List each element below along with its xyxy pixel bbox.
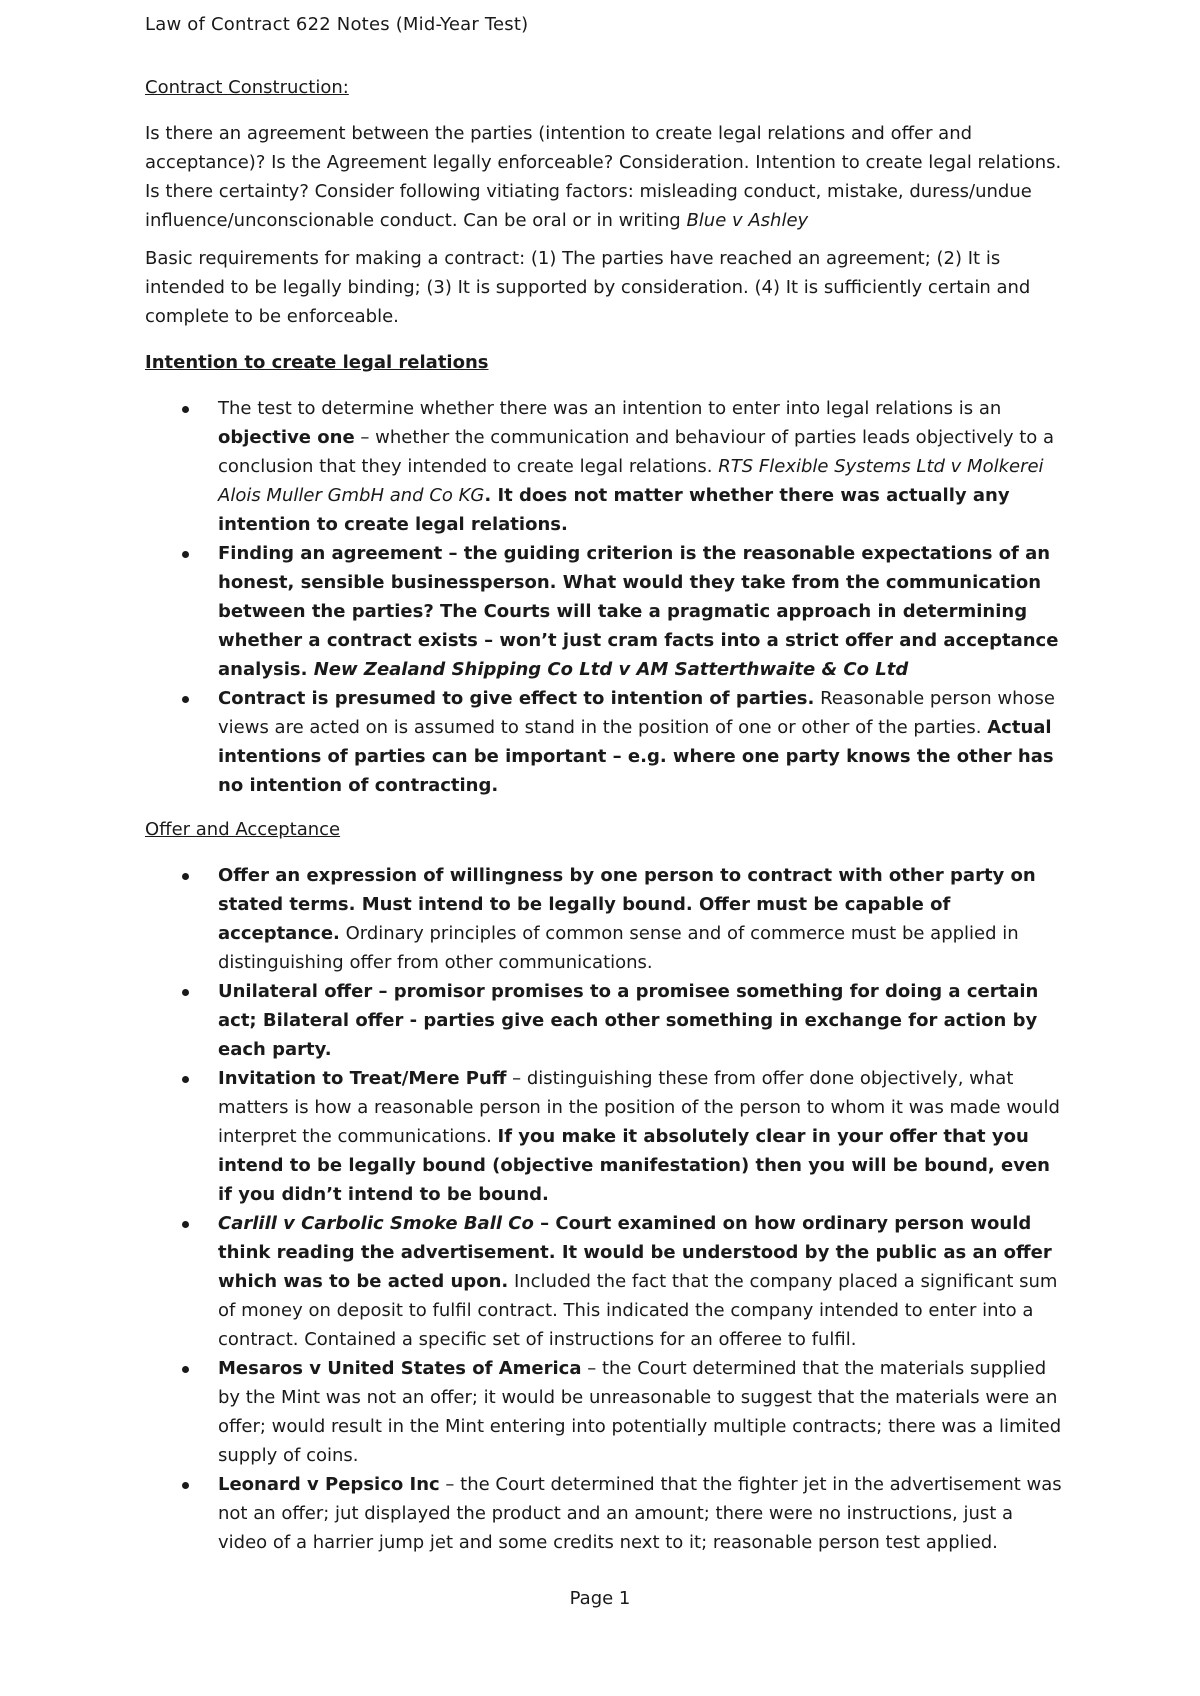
intention-bullet-list: [145, 394, 1065, 800]
offer-b1-text-2: Ordinary principles of common sense and of commerce must be applied in distinguishing offer from other communications.: [218, 923, 1019, 973]
offer-b4-text-1: – Court examined on how ordinary person would think reading the advertisement. It would be understood by the public as an offer which was to be acted upon.: [218, 1213, 1052, 1292]
intention-b1-text-4: . It does not matter whether there was actually any intention to create legal relations.: [218, 485, 1010, 535]
intention-b3-text-3: Actual intentions of parties can be important – e.g. where one party knows the other has no intention of contracting.: [218, 717, 1054, 796]
intention-b3-text-2: Reasonable person whose views are acted on is assumed to stand in the position of one or other of the parties.: [218, 688, 1055, 738]
intention-b1-text-2: objective one: [218, 427, 355, 448]
construction-paragraph-2: Basic requirements for making a contract: (1) The parties have reached an agreement; (2) It is intended to be legally binding; (3) It is supported by consideration. (4) It is sufficiently certain and complete to be enforceable.: [145, 248, 1031, 327]
page-footer: Page 1: [569, 1588, 631, 1609]
bullet-icon: [182, 551, 189, 558]
heading-intention: Intention to create legal relations: [145, 352, 489, 373]
offer-b5-text-2: – the Court determined that the materials supplied by the Mint was not an offer; it would be unreasonable to suggest that the materials were an offer; would result in the Mint entering into potentially multiple contracts; there was a limited supply of coins.: [218, 1358, 1062, 1466]
bullet-icon: [182, 406, 189, 413]
offer-bullet-list: [145, 861, 1065, 1557]
offer-b2-text-1: Unilateral offer – promisor promises to a promisee something for doing a certain act; Bilateral offer - parties give each other something in exchange for action by each party.: [218, 981, 1039, 1060]
bullet-icon: [182, 1221, 189, 1228]
intention-b1-text-1: The test to determine whether there was an intention to enter into legal relations is an: [218, 398, 1002, 419]
document-body: [145, 73, 1065, 1566]
page-header: Law of Contract 622 Notes (Mid-Year Test): [145, 14, 529, 35]
bullet-icon: [182, 1366, 189, 1373]
case-blue-v-ashley: Blue v Ashley: [686, 210, 809, 231]
case-new-zealand-shipping: New Zealand Shipping Co Ltd v AM Satterthwaite & Co Ltd: [313, 659, 909, 680]
offer-b1-text-1: Offer an expression of willingness by one person to contract with other party on stated terms. Must intend to be legally bound. Offer must be capable of acceptance.: [218, 865, 1036, 944]
case-carlill: Carlill v Carbolic Smoke Ball Co: [218, 1213, 534, 1234]
offer-b6-text-2: – the Court determined that the fighter jet in the advertisement was not an offer; jut displayed the product and an amount; there were no instructions, just a video of a harrier jump jet and some credits next to it; reasonable person test applied.: [218, 1474, 1062, 1553]
case-leonard-pepsico: Leonard v Pepsico Inc: [218, 1474, 440, 1495]
heading-offer-acceptance: Offer and Acceptance: [145, 819, 341, 840]
case-mesaros: Mesaros v United States of America: [218, 1358, 582, 1379]
intention-bullet-2: [145, 539, 1065, 684]
offer-bullet-6: [145, 1470, 1065, 1557]
offer-b3-text-1: Invitation to Treat/Mere Puff: [218, 1068, 507, 1089]
construction-paragraph-1: [145, 119, 1065, 235]
bullet-icon: [182, 989, 189, 996]
case-rts-flexible: RTS Flexible Systems Ltd v Molkerei Alois Muller GmbH and Co KG: [218, 456, 1044, 506]
intention-bullet-1: [145, 394, 1065, 539]
heading-contract-construction: Contract Construction:: [145, 77, 349, 98]
offer-bullet-4: [145, 1209, 1065, 1354]
bullet-icon: [182, 696, 189, 703]
construction-p1-text: Is there an agreement between the parties (intention to create legal relations and offer and acceptance)? Is the Agreement legally enforceable? Consideration. Intention to create legal relations. Is there certainty? Consider following vitiating factors: misleading conduct, mistake, duress/undue influence/unconscionable conduct. Can be oral or in writing: [145, 123, 1062, 231]
intention-b1-text-3: – whether the communication and behaviour of parties leads objectively to a conclusion that they intended to create legal relations.: [218, 427, 1055, 477]
offer-bullet-1: [145, 861, 1065, 977]
offer-bullet-5: [145, 1354, 1065, 1470]
intention-b3-text-1: Contract is presumed to give effect to intention of parties.: [218, 688, 815, 709]
offer-b4-text-2: Included the fact that the company placed a significant sum of money on deposit to fulfil contract. This indicated the company intended to enter into a contract. Contained a specific set of instructions for an offeree to fulfil.: [218, 1271, 1058, 1350]
bullet-icon: [182, 1076, 189, 1083]
offer-b3-text-3: If you make it absolutely clear in your offer that you intend to be legally bound (objective manifestation) then you will be bound, even if you didn’t intend to be bound.: [218, 1126, 1050, 1205]
intention-bullet-3: [145, 684, 1065, 800]
intention-b2-text-1: Finding an agreement – the guiding criterion is the reasonable expectations of an honest, sensible businessperson. What would they take from the communication between the parties? The Courts will take a pragmatic approach in determining whether a contract exists – won’t just cram facts into a strict offer and acceptance analysis.: [218, 543, 1059, 680]
offer-bullet-3: [145, 1064, 1065, 1209]
offer-b3-text-2: – distinguishing these from offer done objectively, what matters is how a reasonable person in the position of the person to whom it was made would interpret the communications.: [218, 1068, 1060, 1147]
bullet-icon: [182, 1482, 189, 1489]
bullet-icon: [182, 873, 189, 880]
offer-bullet-2: [145, 977, 1065, 1064]
